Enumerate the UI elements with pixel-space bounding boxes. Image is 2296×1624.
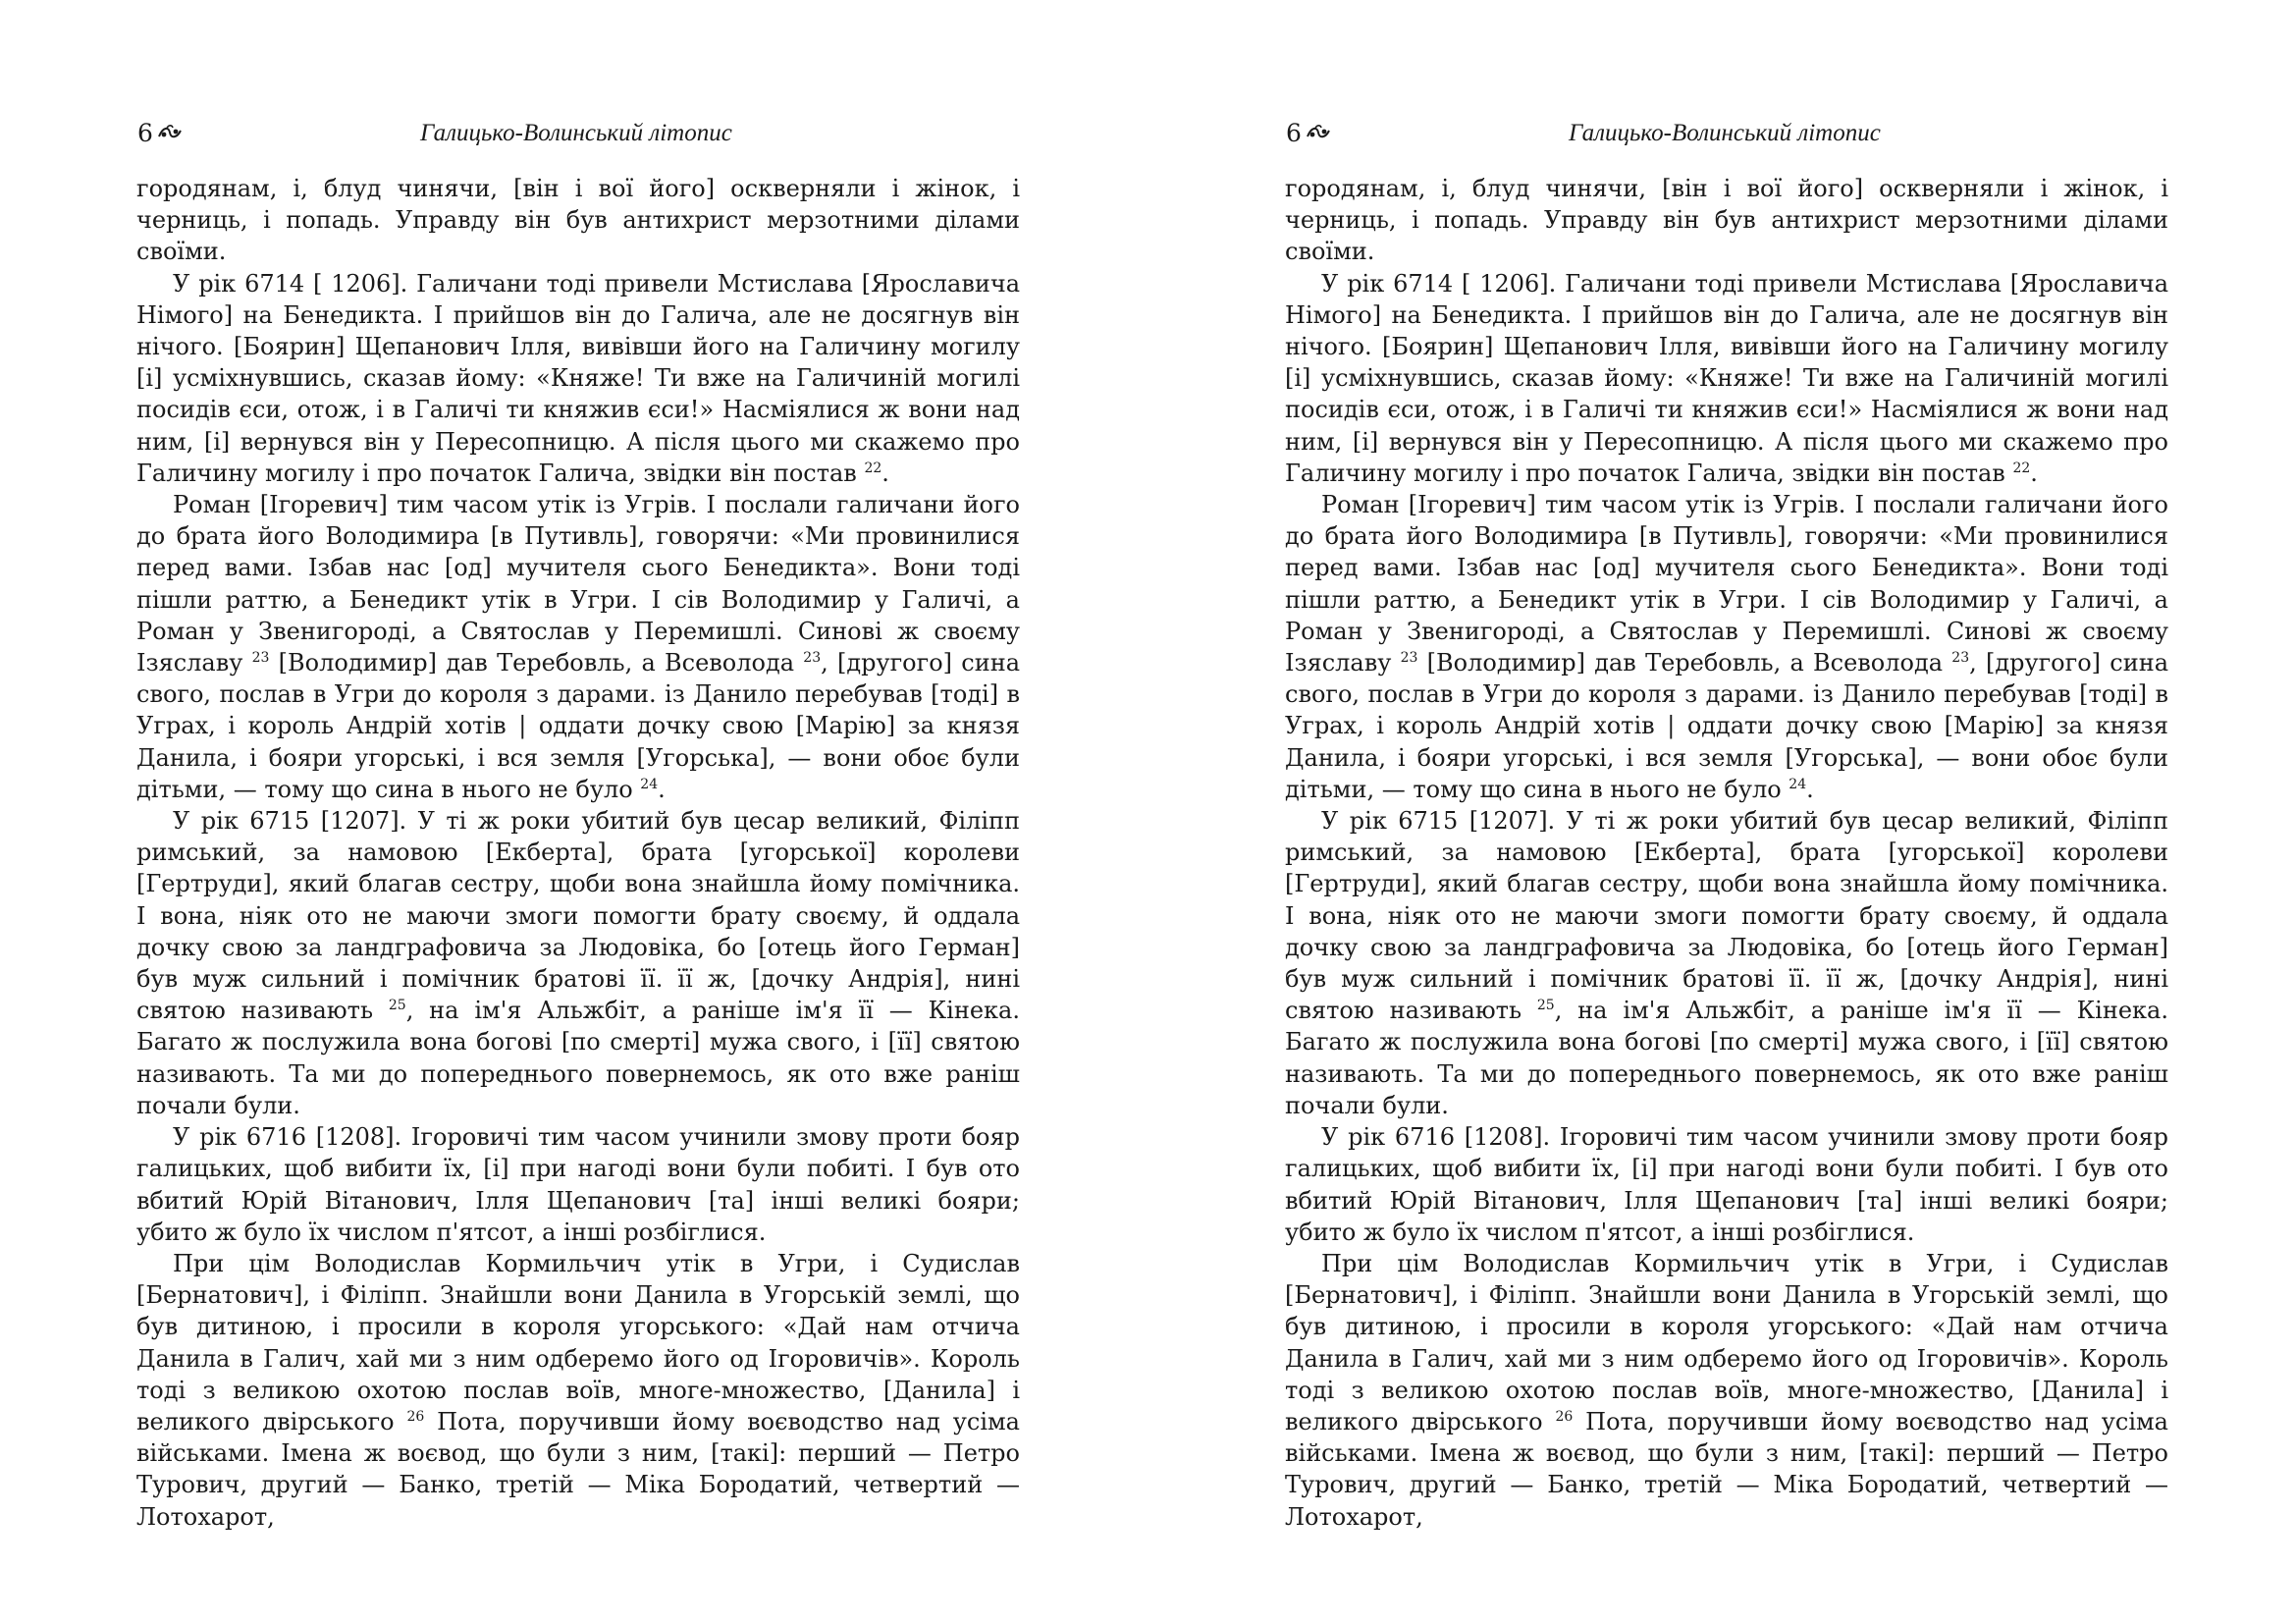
body-text — [136, 173, 1020, 1533]
text-run: . — [881, 459, 889, 487]
fleuron-icon — [157, 123, 183, 142]
text-run: У рік 6714 [ 1206]. Галичани тоді привели Мстислава [Ярославича Німого] на Бенедикта. І прийшов він до Галича, але не досягнув він нічого. [Боярин] Щепанович Ілля, вивівши його на Галичину могилу [і] усміхнувшись, сказав йому: «Княже! Ти вже на Галичиній могилі посидів єси, отож, і в Галичі ти княжив єси!» Насміялися ж вони над ним, [і] вернувся він у Пересопницю. А після цього ми скажемо про Галичину могилу і про початок Галича, звідки він постав — [1285, 269, 2168, 487]
paragraph — [1285, 805, 2168, 1121]
text-run: Пота, поручивши йому воєводство над усіма військами. Імена ж воєвод, що були з ним, [такі]: перший — Петро Турович, другий — Банко, третій — Міка Бородатий, четвертий — Лотохарот, — [136, 1407, 1020, 1531]
footnote-ref: 22 — [2012, 460, 2031, 476]
text-run: У рік 6715 [1207]. У ті ж роки убитий був цесар великий, Філіпп римський, за намовою [Екберта], брата [угорської] королеви [Гертруди], який благав сестру, щоби вона знайшла йому помічника. І вона, ніяк ото не маючи змоги помогти брату своєму, й оддала дочку свою за ландграфовича за Людовіка, бо [отець його Герман] був муж сильний і помічник братові її. її ж, [дочку Андрія], нині святою називають — [1285, 807, 2168, 1025]
text-run: . — [2030, 459, 2038, 487]
footnote-ref: 24 — [1789, 776, 1807, 792]
text-run: При цім Володислав Кормильчич утік в Угри, і Судислав [Бернатович], і Філіпп. Знайшли вони Данила в Угорській землі, що був дитиною, і просили в короля угорського: «Дай нам отчича Данила в Галич, хай ми з ним одберемо його од Ігоровичів». Король тоді з великою охотою послав воїв, многе-множество, [Данила] і великого двірського — [1285, 1249, 2168, 1435]
page-right — [1148, 0, 2287, 1624]
paragraph — [136, 1248, 1020, 1533]
running-head — [137, 114, 1021, 153]
footnote-ref: 25 — [388, 998, 406, 1014]
paragraph — [136, 805, 1020, 1121]
footnote-ref: 23 — [251, 650, 270, 667]
footnote-ref: 26 — [406, 1408, 425, 1425]
paragraph — [136, 268, 1020, 489]
footnote-ref: 23 — [803, 650, 822, 667]
text-run: , на ім'я Альжбіт, а раніше ім'я її — Кінека. Багато ж послужила вона богові [по смерті] мужа свого, і [її] святою називають. Та ми до попереднього повернемось, як ото вже раніш почали були. — [136, 997, 1020, 1119]
paragraph — [1285, 268, 2168, 489]
text-run: [Володимир] дав Теребовль, а Всеволода — [269, 649, 804, 677]
paragraph — [1285, 489, 2168, 805]
running-title: Галицько-Волинський літопис — [1569, 120, 1881, 146]
paragraph — [136, 489, 1020, 805]
paragraph — [136, 173, 1020, 268]
text-run: городянам, і, блуд чинячи, [він і вої його] оскверняли і жінок, і черниць, і попадь. Управду він був антихрист мерзотними ділами своїми. — [1285, 175, 2168, 266]
footnote-ref: 23 — [1951, 650, 1970, 667]
paragraph — [136, 1121, 1020, 1248]
fleuron-icon — [1306, 123, 1331, 142]
running-head — [1286, 114, 2169, 153]
text-run: Роман [Ігоревич] тим часом утік із Угрів. І послали галичани його до брата його Володимира [в Путивль], говорячи: «Ми провинилися перед вами. Ізбав нас [од] мучителя сього Бенедикта». Вони тоді пішли раттю, а Бенедикт утік в Угри. І сів Володимир у Галичі, а Роман у Звенигороді, а Святослав у Перемишлі. Синові ж своєму Ізяславу — [1285, 491, 2168, 677]
footnote-ref: 25 — [1536, 998, 1555, 1014]
paragraph — [1285, 1121, 2168, 1248]
text-run: У рік 6714 [ 1206]. Галичани тоді привели Мстислава [Ярославича Німого] на Бенедикта. І прийшов він до Галича, але не досягнув він нічого. [Боярин] Щепанович Ілля, вивівши його на Галичину могилу [і] усміхнувшись, сказав йому: «Княже! Ти вже на Галичиній могилі посидів єси, отож, і в Галичі ти княжив єси!» Насміялися ж вони над ним, [і] вернувся він у Пересопницю. А після цього ми скажемо про Галичину могилу і про початок Галича, звідки він постав — [136, 269, 1020, 487]
text-run: У рік 6716 [1208]. Ігоровичі тим часом учинили змову проти бояр галицьких, щоб вибити їх, [і] при нагоді вони були побиті. І був ото вбитий Юрій Вітанович, Ілля Щепанович [та] інші великі бояри; убито ж було їх числом п'ятсот, а інші розбіглися. — [136, 1123, 1020, 1246]
text-run: [Володимир] дав Теребовль, а Всеволода — [1417, 649, 1952, 677]
paragraph — [1285, 173, 2168, 268]
text-run: , на ім'я Альжбіт, а раніше ім'я її — Кінека. Багато ж послужила вона богові [по смерті] мужа свого, і [її] святою називають. Та ми до попереднього повернемось, як ото вже раніш почали були. — [1285, 997, 2168, 1119]
footnote-ref: 23 — [1400, 650, 1418, 667]
body-text — [1285, 173, 2168, 1533]
text-run: . — [658, 775, 666, 803]
text-run: , [другого] сина свого, послав в Угри до короля з дарами. із Данило перебував [тоді] в Уграх, і король Андрій хотів | оддати дочку свою [Марію] за князя Данила, і бояри угорські, і вся земля [Угорська], — вони обоє були дітьми, — тому що сина в нього не було — [1285, 649, 2169, 803]
running-title: Галицько-Волинський літопис — [420, 120, 732, 146]
text-run: , [другого] сина свого, послав в Угри до короля з дарами. із Данило перебував [тоді] в Уграх, і король Андрій хотів | оддати дочку свою [Марію] за князя Данила, і бояри угорські, і вся земля [Угорська], — вони обоє були дітьми, — тому що сина в нього не було — [136, 649, 1021, 803]
text-run: Роман [Ігоревич] тим часом утік із Угрів. І послали галичани його до брата його Володимира [в Путивль], говорячи: «Ми провинилися перед вами. Ізбав нас [од] мучителя сього Бенедикта». Вони тоді пішли раттю, а Бенедикт утік в Угри. І сів Володимир у Галичі, а Роман у Звенигороді, а Святослав у Перемишлі. Синові ж своєму Ізяславу — [136, 491, 1020, 677]
text-run: Пота, поручивши йому воєводство над усіма військами. Імена ж воєвод, що були з ним, [такі]: перший — Петро Турович, другий — Банко, третій — Міка Бородатий, четвертий — Лотохарот, — [1285, 1407, 2168, 1531]
footnote-ref: 22 — [864, 460, 882, 476]
page-number: 6 — [137, 119, 153, 147]
text-run: . — [1806, 775, 1814, 803]
footnote-ref: 26 — [1555, 1408, 1574, 1425]
text-run: У рік 6715 [1207]. У ті ж роки убитий був цесар великий, Філіпп римський, за намовою [Екберта], брата [угорської] королеви [Гертруди], який благав сестру, щоби вона знайшла йому помічника. І вона, ніяк ото не маючи змоги помогти брату своєму, й оддала дочку свою за ландграфовича за Людовіка, бо [отець його Герман] був муж сильний і помічник братові її. її ж, [дочку Андрія], нині святою називають — [136, 807, 1020, 1025]
page-number: 6 — [1286, 119, 1302, 147]
text-run: У рік 6716 [1208]. Ігоровичі тим часом учинили змову проти бояр галицьких, щоб вибити їх, [і] при нагоді вони були побиті. І був ото вбитий Юрій Вітанович, Ілля Щепанович [та] інші великі бояри; убито ж було їх числом п'ятсот, а інші розбіглися. — [1285, 1123, 2168, 1246]
text-run: При цім Володислав Кормильчич утік в Угри, і Судислав [Бернатович], і Філіпп. Знайшли вони Данила в Угорській землі, що був дитиною, і просили в короля угорського: «Дай нам отчича Данила в Галич, хай ми з ним одберемо його од Ігоровичів». Король тоді з великою охотою послав воїв, многе-множество, [Данила] і великого двірського — [136, 1249, 1020, 1435]
page-left — [0, 0, 1139, 1624]
footnote-ref: 24 — [640, 776, 659, 792]
text-run: городянам, і, блуд чинячи, [він і вої його] оскверняли і жінок, і черниць, і попадь. Управду він був антихрист мерзотними ділами своїми. — [136, 175, 1020, 266]
paragraph — [1285, 1248, 2168, 1533]
